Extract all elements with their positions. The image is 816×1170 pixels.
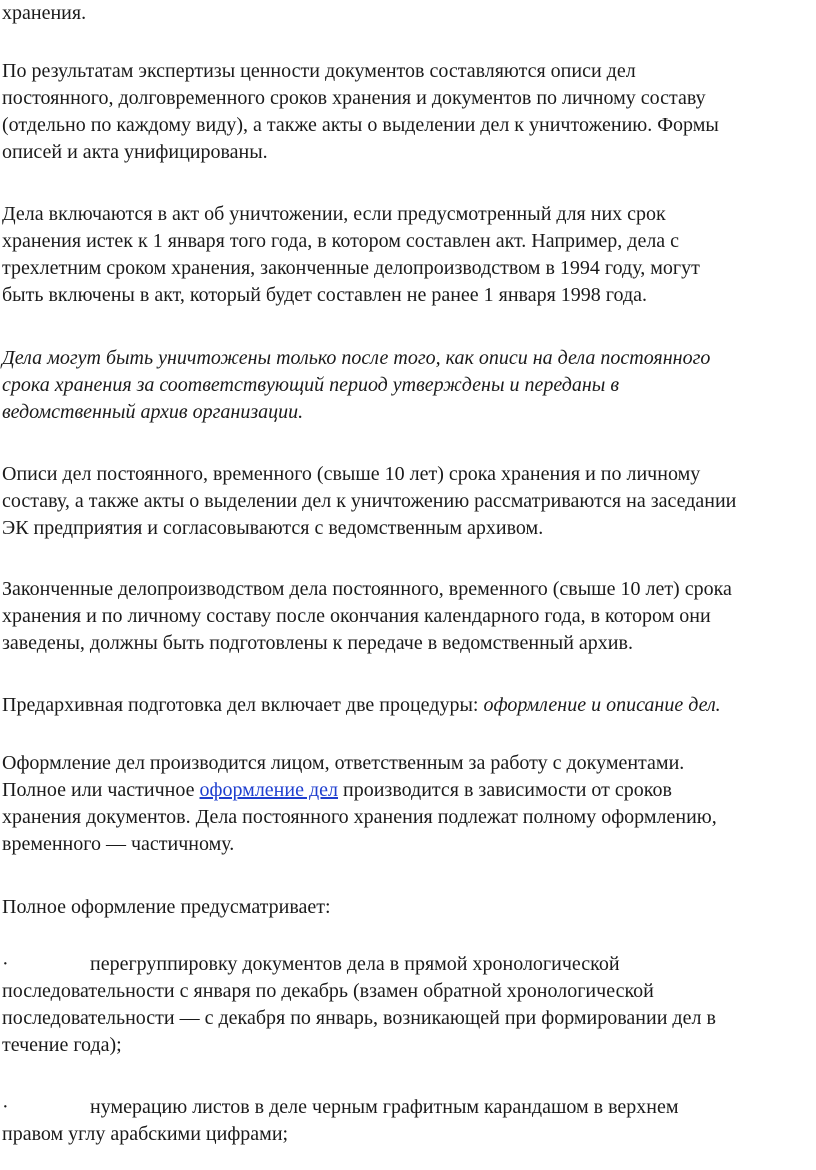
text-line: временного — частичному. — [2, 833, 235, 855]
bullet-item — [2, 951, 814, 1059]
text-line: трехлетним сроком хранения, законченные делопроизводством в 1994 году, могут — [2, 257, 700, 279]
paragraph-transfer — [2, 576, 814, 657]
text-line: постоянного, долговременного сроков хранения и документов по личному составу — [2, 87, 706, 109]
bullet-icon: · — [2, 953, 9, 975]
paragraph-review — [2, 461, 814, 542]
text-line — [2, 951, 814, 978]
text-line: ЭК предприятия и согласовываются с ведомственным архивом. — [2, 517, 544, 539]
paragraph-destruction-act — [2, 201, 814, 309]
text-line: хранения. — [2, 2, 87, 24]
text-line: срока хранения за соответствующий период утверждены и переданы в — [2, 374, 620, 396]
text-line: хранения документов. Дела постоянного хранения подлежат полному оформлению, — [2, 806, 717, 828]
paragraph-italic-note — [2, 345, 814, 426]
text-line: составу, а также акты о выделении дел к уничтожению рассматриваются на заседании — [2, 490, 737, 512]
bullet-icon: · — [2, 1096, 9, 1118]
text-line: быть включены в акт, который будет составлен не ранее 1 января 1998 года. — [2, 284, 647, 306]
bullet-item — [2, 1094, 814, 1148]
procedures-text: Предархивная подготовка дел включает две процедуры: — [2, 694, 484, 716]
paragraph-inventories — [2, 58, 814, 166]
bullet-text: перегруппировку документов дела в прямой хронологической — [90, 953, 620, 975]
paragraph-procedures — [2, 692, 814, 719]
text-line: Полное оформление предусматривает: — [2, 896, 331, 918]
bullet-text: нумерацию листов в деле черным графитным карандашом в верхнем — [90, 1096, 679, 1118]
text-line: ведомственный архив организации. — [2, 401, 304, 423]
formatting-text-after: производится в зависимости от сроков — [338, 779, 672, 801]
procedures-italic-text: оформление и описание дел. — [483, 694, 721, 716]
text-line: последовательности с января по декабрь (взамен обратной хронологической — [2, 980, 654, 1002]
text-line: Законченные делопроизводством дела постоянного, временного (свыше 10 лет) срока — [2, 578, 732, 600]
text-line: течение года); — [2, 1034, 122, 1056]
paragraph-formatting — [2, 750, 814, 858]
text-line: Дела включаются в акт об уничтожении, если предусмотренный для них срок — [2, 203, 666, 225]
paragraph-continuation — [2, 0, 814, 27]
text-line — [2, 1094, 814, 1121]
text-line: хранения истек к 1 января того года, в котором составлен акт. Например, дела с — [2, 230, 680, 252]
text-line: хранения и по личному составу после окончания календарного года, в котором они — [2, 605, 711, 627]
formatting-link[interactable]: оформление дел — [199, 779, 339, 801]
text-line — [2, 692, 814, 719]
text-line: (отдельно по каждому виду), а также акты о выделении дел к уничтожению. Формы — [2, 114, 719, 136]
text-line: Оформление дел производится лицом, ответственным за работу с документами. — [2, 752, 685, 774]
text-line: описей и акта унифицированы. — [2, 141, 268, 163]
paragraph-full-formatting — [2, 894, 814, 921]
text-line — [2, 777, 814, 804]
text-line: Описи дел постоянного, временного (свыше 10 лет) срока хранения и по личному — [2, 463, 701, 485]
text-line: По результатам экспертизы ценности документов составляются описи дел — [2, 60, 636, 82]
text-line: правом углу арабскими цифрами; — [2, 1123, 289, 1145]
text-line: последовательности — с декабря по январь, возникающей при формировании дел в — [2, 1007, 716, 1029]
text-line: заведены, должны быть подготовлены к передаче в ведомственный архив. — [2, 632, 633, 654]
formatting-text-before: Полное или частичное — [2, 779, 200, 801]
text-line: Дела могут быть уничтожены только после того, как описи на дела постоянного — [2, 347, 711, 369]
